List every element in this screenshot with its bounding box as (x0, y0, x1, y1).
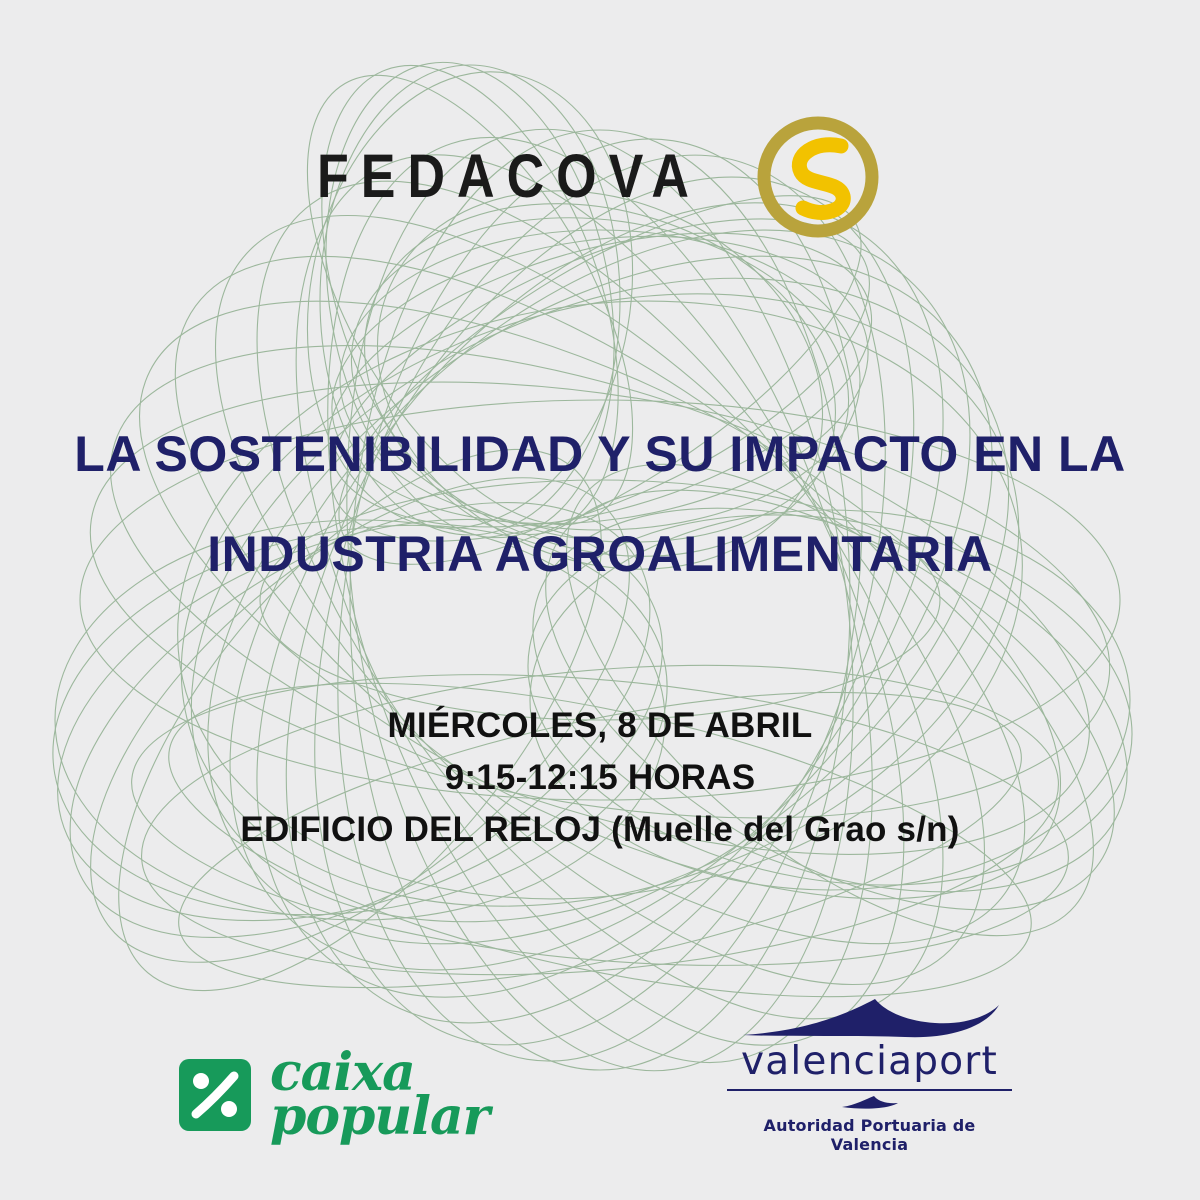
valenciaport-wave-icon (735, 995, 1005, 1041)
caixa-word: caixa (270, 1041, 415, 1103)
valenciaport-logo (727, 995, 1012, 1154)
event-details (0, 700, 1200, 856)
fedacova-spiral-logo-icon (753, 112, 883, 242)
event-venue: EDIFICIO DEL RELOJ (Muelle del Grao s/n) (240, 810, 960, 849)
header-logos (0, 112, 1200, 242)
event-date: MIÉRCOLES, 8 DE ABRIL (387, 706, 813, 745)
valenciaport-divider (727, 1089, 1012, 1091)
fedacova-wordmark: FEDACOVA (317, 142, 701, 212)
event-time: 9:15-12:15 HORAS (444, 758, 756, 797)
caixa-popular-square-icon (178, 1058, 252, 1132)
caixa-popular-wordmark (270, 1041, 490, 1148)
valenciaport-small-wave-icon (840, 1095, 900, 1111)
title-line-1: LA SOSTENIBILIDAD Y SU IMPACTO EN LA (74, 426, 1126, 482)
valenciaport-subtitle: Autoridad Portuaria de Valencia (763, 1116, 976, 1154)
popular-word: popular (270, 1086, 490, 1148)
poster-title (0, 404, 1200, 604)
sponsor-logos (0, 992, 1200, 1182)
valenciaport-wordmark: valenciaport (740, 1039, 999, 1084)
caixa-popular-logo (178, 1041, 490, 1148)
title-line-2: INDUSTRIA AGROALIMENTARIA (207, 526, 993, 582)
